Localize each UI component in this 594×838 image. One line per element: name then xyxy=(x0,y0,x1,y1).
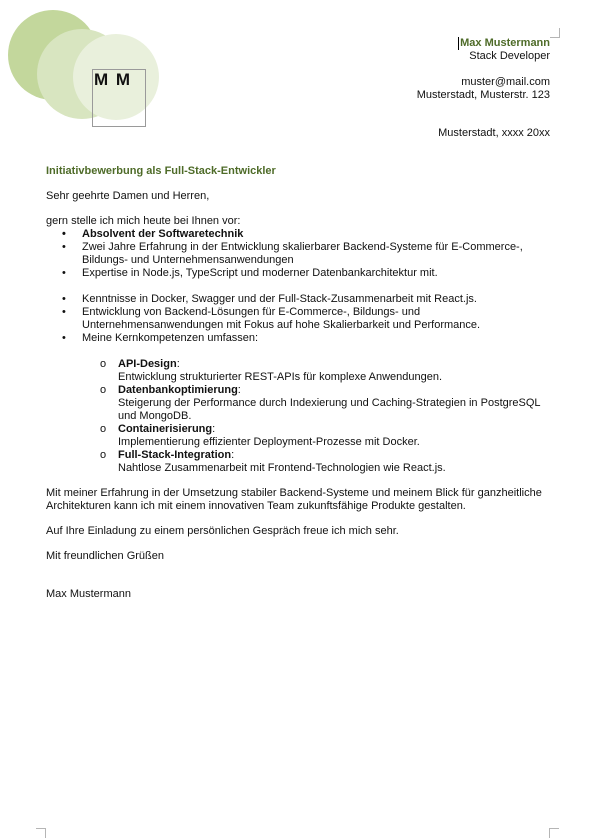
blank-line xyxy=(417,63,550,76)
competency-item: o API-Design: Entwicklung strukturierter REST-APIs für komplexe Anwendungen. xyxy=(46,358,550,384)
competency-description: Implementierung effizienter Deployment-Prozesse mit Docker. xyxy=(118,436,420,448)
salutation: Sehr geehrte Damen und Herren, xyxy=(46,190,210,202)
list-item: • Entwicklung von Backend-Lösungen für E-Commerce-, Bildungs- und Unternehmensanwendungen mit Fokus auf hohe Skalierbarkeit und Performance. xyxy=(46,306,550,332)
bullet-list xyxy=(46,228,550,345)
closing-paragraph: Mit meiner Erfahrung in der Umsetzung stabiler Backend-Systeme und meinem Blick für ganzheitliche Architekturen kann ich mit einem innovativen Team zukunftsfähige Produkte gestalten. xyxy=(46,487,542,512)
competency-title: Datenbankoptimierung xyxy=(118,384,238,396)
sender-name-line[interactable] xyxy=(417,37,550,50)
list-item: • Expertise in Node.js, TypeScript und moderner Datenbankarchitektur mit. xyxy=(46,267,550,280)
sender-block xyxy=(417,37,550,102)
sender-address: Musterstadt, Musterstr. 123 xyxy=(416,89,550,101)
competency-description: Entwicklung strukturierter REST-APIs für komplexe Anwendungen. xyxy=(118,371,443,383)
date-line: Musterstadt, xxxx 20xx xyxy=(438,127,550,139)
monogram: M M xyxy=(94,70,132,89)
sender-title: Stack Developer xyxy=(469,50,550,62)
competency-title: Containerisierung xyxy=(118,423,213,435)
letter-body xyxy=(46,165,550,601)
greeting: Mit freundlichen Grüßen xyxy=(46,550,164,562)
competency-item: o Datenbankoptimierung: Steigerung der Performance durch Indexierung und Caching-Strategien in PostgreSQL und MongoDB. xyxy=(46,384,550,423)
list-item: • Absolvent der Softwaretechnik xyxy=(46,228,550,241)
competency-list xyxy=(46,358,550,475)
text-cursor xyxy=(458,37,459,50)
competency-description: Steigerung der Performance durch Indexierung und Caching-Strategien in PostgreSQL und MongoDB. xyxy=(118,397,541,422)
intro-paragraph: gern stelle ich mich heute bei Ihnen vor: xyxy=(46,215,241,227)
competency-title: Full-Stack-Integration xyxy=(118,449,232,461)
sender-name: Max Mustermann xyxy=(460,37,550,49)
competency-description: Nahtlose Zusammenarbeit mit Frontend-Technologien wie React.js. xyxy=(118,462,446,474)
competency-item: o Full-Stack-Integration: Nahtlose Zusammenarbeit mit Frontend-Technologien wie React.js. xyxy=(46,449,550,475)
list-item: • Meine Kernkompetenzen umfassen: xyxy=(46,332,550,345)
sender-email: muster@mail.com xyxy=(461,76,550,88)
margin-corner-mark xyxy=(550,28,560,38)
list-item: • Zwei Jahre Erfahrung in der Entwicklung skalierbarer Backend-Systeme für E-Commerce-, Bildungs- und Unternehmensanwendungen xyxy=(46,241,550,267)
signature-name: Max Mustermann xyxy=(46,588,131,600)
monogram-textbox[interactable] xyxy=(92,69,146,127)
competency-item: o Containerisierung: Implementierung effizienter Deployment-Prozesse mit Docker. xyxy=(46,423,550,449)
list-item: • Kenntnisse in Docker, Swagger und der Full-Stack-Zusammenarbeit mit React.js. xyxy=(46,293,550,306)
competency-title: API-Design xyxy=(118,358,177,370)
invitation-paragraph: Auf Ihre Einladung zu einem persönlichen Gespräch freue ich mich sehr. xyxy=(46,525,399,537)
subject-line: Initiativbewerbung als Full-Stack-Entwickler xyxy=(46,165,276,177)
